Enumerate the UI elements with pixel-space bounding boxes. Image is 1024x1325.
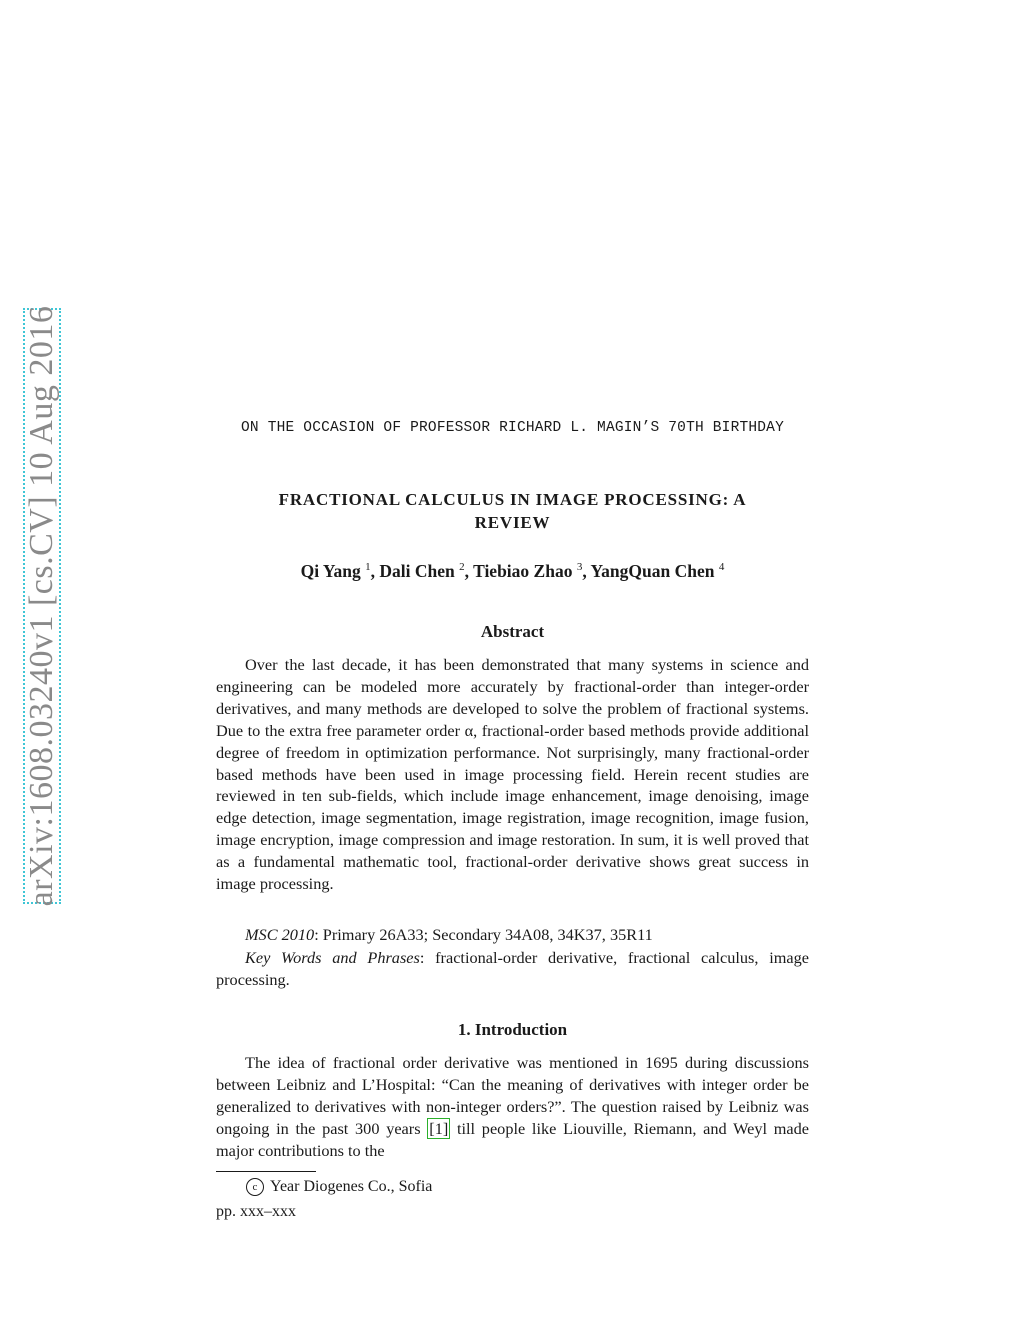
paper-title [216, 488, 809, 534]
arxiv-identifier: arXiv:1608.03240v1 [cs.CV] 10 Aug 2016 [23, 305, 60, 907]
affiliation-mark: 2 [459, 561, 465, 574]
intro-text-continued: till people like Liouville, Riemann, and Weyl made major contributions to the [216, 1118, 809, 1160]
abstract-heading: Abstract [480, 622, 545, 641]
keywords [216, 947, 809, 991]
author-name: Qi Yang [300, 561, 361, 581]
author-name: Dali Chen [379, 561, 455, 581]
author-name: YangQuan Chen [590, 561, 715, 581]
author-list [216, 561, 809, 582]
affiliation-mark: 4 [718, 561, 725, 574]
arxiv-stamp [23, 305, 61, 907]
copyright-text: Year Diogenes Co., Sofia [270, 1178, 433, 1195]
footnote-rule [216, 1171, 316, 1172]
title-line-1: FRACTIONAL CALCULUS IN IMAGE PROCESSING: A [278, 490, 747, 509]
copyright-footnote [246, 1176, 432, 1198]
intro-text: The idea of fractional order derivative was mentioned in 1695 during discussions between Leibniz and L’Hospital: “Can the meaning of derivatives with integer order be generalized to derivatives with non-integer orders?”. The question raised by Leibniz was ongoing in the past 300 years [216, 1053, 809, 1138]
section-heading-introduction: 1. Introduction [457, 1020, 568, 1039]
copyright-symbol: c [246, 1178, 264, 1196]
msc-classification [216, 924, 809, 946]
msc-label: MSC 2010 [245, 925, 315, 944]
citation-link[interactable]: [1] [429, 1118, 449, 1138]
dedication-line: ON THE OCCASION OF PROFESSOR RICHARD L. MAGIN’S 70TH BIRTHDAY [241, 420, 784, 436]
page-range: pp. xxx–xxx [216, 1203, 296, 1220]
keywords-label: Key Words and Phrases [245, 948, 420, 967]
author-separator: , [464, 561, 474, 581]
abstract-body: Over the last decade, it has been demonstrated that many systems in science and engineering can be modeled more accurately by fractional-order than integer-order derivatives, and many methods are developed to solve the problem of fractional systems. Due to the extra free parameter order α, fractional-order based methods provide additional degree of freedom in optimization performance. Not surprisingly, many fractional-order based methods have been used in image processing field. Herein recent studies are reviewed in ten sub-fields, which include image enhancement, image denoising, image edge detection, image segmentation, image registration, image recognition, image fusion, image encryption, image compression and image restoration. In sum, it is well proved that as a fundamental mathematic tool, fractional-order derivative shows great success in image processing. [216, 655, 809, 894]
author-name: Tiebiao Zhao [473, 561, 573, 581]
introduction-paragraph [216, 1052, 809, 1162]
keywords-text: : fractional-order derivative, fractional calculus, image processing. [216, 948, 809, 989]
affiliation-mark: 1 [365, 561, 371, 574]
author-separator: , [370, 561, 380, 581]
affiliation-mark: 3 [576, 561, 583, 574]
title-line-2: REVIEW [474, 513, 551, 532]
author-separator: , [582, 561, 591, 581]
msc-codes: : Primary 26A33; Secondary 34A08, 34K37, 35R11 [314, 925, 653, 944]
